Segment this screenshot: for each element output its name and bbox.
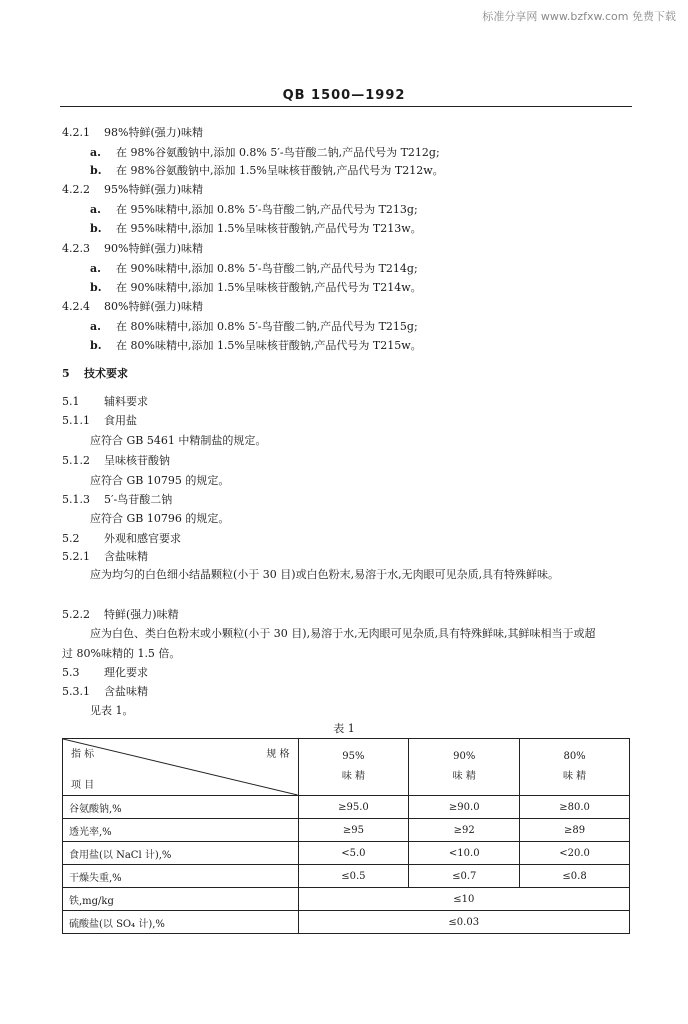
table-row [63,796,630,819]
table-merged-cell: ≤0.03 [298,911,629,934]
table-cell: ≤0.7 [409,865,520,888]
clause-4-2-1-b: b. 在 98%谷氨酸钠中,添加 1.5%呈味核苷酸钠,产品代号为 T212w。 [90,164,444,177]
watermark: 标准分享网 www.bzfxw.com 免费下载 [482,10,676,23]
column-header-80: 80% 味 精 [520,739,630,796]
section-5-3-title: 5.3 理化要求 [62,666,148,679]
clause-5-1-3-body: 应符合 GB 10796 的规定。 [90,512,230,525]
table-cell: ≥95 [298,819,409,842]
clause-4-2-4-a: a. 在 80%味精中,添加 0.8% 5′-鸟苷酸二钠,产品代号为 T215g; [90,320,418,333]
table-row [63,865,630,888]
clause-4-2-3-title: 4.2.3 90%特鲜(强力)味精 [62,242,204,255]
clause-4-2-1-title: 4.2.1 98%特鲜(强力)味精 [62,126,204,139]
clause-5-2-1-body: 应为均匀的白色细小结晶颗粒(小于 30 目)或白色粉末,易溶于水,无肉眼可见杂质,具有特殊鲜味。 [90,568,560,581]
clause-5-1-1-body: 应符合 GB 5461 中精制盐的规定。 [90,434,267,447]
clause-5-1-3-title: 5.1.3 5′-鸟苷酸二钠 [62,493,173,506]
column-header-90: 90% 味 精 [409,739,520,796]
table-cell: ≥89 [520,819,630,842]
table-caption: 表 1 [333,722,355,735]
clause-4-2-4-b: b. 在 80%味精中,添加 1.5%呈味核苷酸钠,产品代号为 T215w。 [90,339,422,352]
section-5-title: 5 技术要求 [62,367,128,380]
clause-4-2-2-b: b. 在 95%味精中,添加 1.5%呈味核苷酸钠,产品代号为 T213w。 [90,222,422,235]
table-cell: <5.0 [298,842,409,865]
clause-5-2-1-title: 5.2.1 含盐味精 [62,550,148,563]
table-cell: ≤0.5 [298,865,409,888]
row-label: 铁,mg/kg [63,888,299,911]
table-cell: ≥90.0 [409,796,520,819]
clause-5-1-2-body: 应符合 GB 10795 的规定。 [90,474,230,487]
clause-4-2-2-title: 4.2.2 95%特鲜(强力)味精 [62,183,204,196]
row-label: 食用盐(以 NaCl 计),% [63,842,299,865]
diagonal-line [63,739,298,795]
clause-5-3-1-body: 见表 1。 [90,704,134,717]
header-item: 项 目 [71,780,95,791]
row-label: 硫酸盐(以 SO₄ 计),% [63,911,299,934]
clause-5-2-2-body: 应为白色、类白色粉末或小颗粒(小于 30 目),易溶于水,无肉眼可见杂质,具有特殊鲜味,其鲜味相当于或超过 80%味精的 1.5 倍。 [62,627,596,660]
table-corner-cell [63,739,299,796]
clause-5-1-2-title: 5.1.2 呈味核苷酸钠 [62,454,170,467]
row-label: 干燥失重,% [63,865,299,888]
table-row [63,819,630,842]
table-cell: <20.0 [520,842,630,865]
table-cell: ≥95.0 [298,796,409,819]
table-cell: ≤0.8 [520,865,630,888]
table-row [63,911,630,934]
section-5-1-title: 5.1 辅料要求 [62,395,148,408]
clause-4-2-3-b: b. 在 90%味精中,添加 1.5%呈味核苷酸钠,产品代号为 T214w。 [90,281,422,294]
table-row [63,888,630,911]
table-cell: ≥80.0 [520,796,630,819]
table-merged-cell: ≤10 [298,888,629,911]
table-cell: ≥92 [409,819,520,842]
clause-4-2-4-title: 4.2.4 80%特鲜(强力)味精 [62,300,204,313]
header-rule [60,106,632,107]
row-label: 谷氨酸钠,% [63,796,299,819]
clause-5-1-1-title: 5.1.1 食用盐 [62,414,137,427]
header-indicator: 指 标 [71,749,95,760]
table-cell: <10.0 [409,842,520,865]
clause-4-2-2-a: a. 在 95%味精中,添加 0.8% 5′-鸟苷酸二钠,产品代号为 T213g; [90,203,418,216]
table-header-row [63,739,630,796]
clause-5-2-2-title: 5.2.2 特鲜(强力)味精 [62,608,179,621]
clause-4-2-3-a: a. 在 90%味精中,添加 0.8% 5′-鸟苷酸二钠,产品代号为 T214g; [90,262,418,275]
section-5-2-title: 5.2 外观和感官要求 [62,532,181,545]
header-spec: 规 格 [266,749,290,760]
standard-header: QB 1500—1992 [282,88,406,103]
row-label: 透光率,% [63,819,299,842]
spec-table [62,738,630,934]
clause-4-2-1-a: a. 在 98%谷氨酸钠中,添加 0.8% 5′-鸟苷酸二钠,产品代号为 T212g; [90,146,440,159]
column-header-95: 95% 味 精 [298,739,409,796]
clause-5-3-1-title: 5.3.1 含盐味精 [62,685,148,698]
table-row [63,842,630,865]
